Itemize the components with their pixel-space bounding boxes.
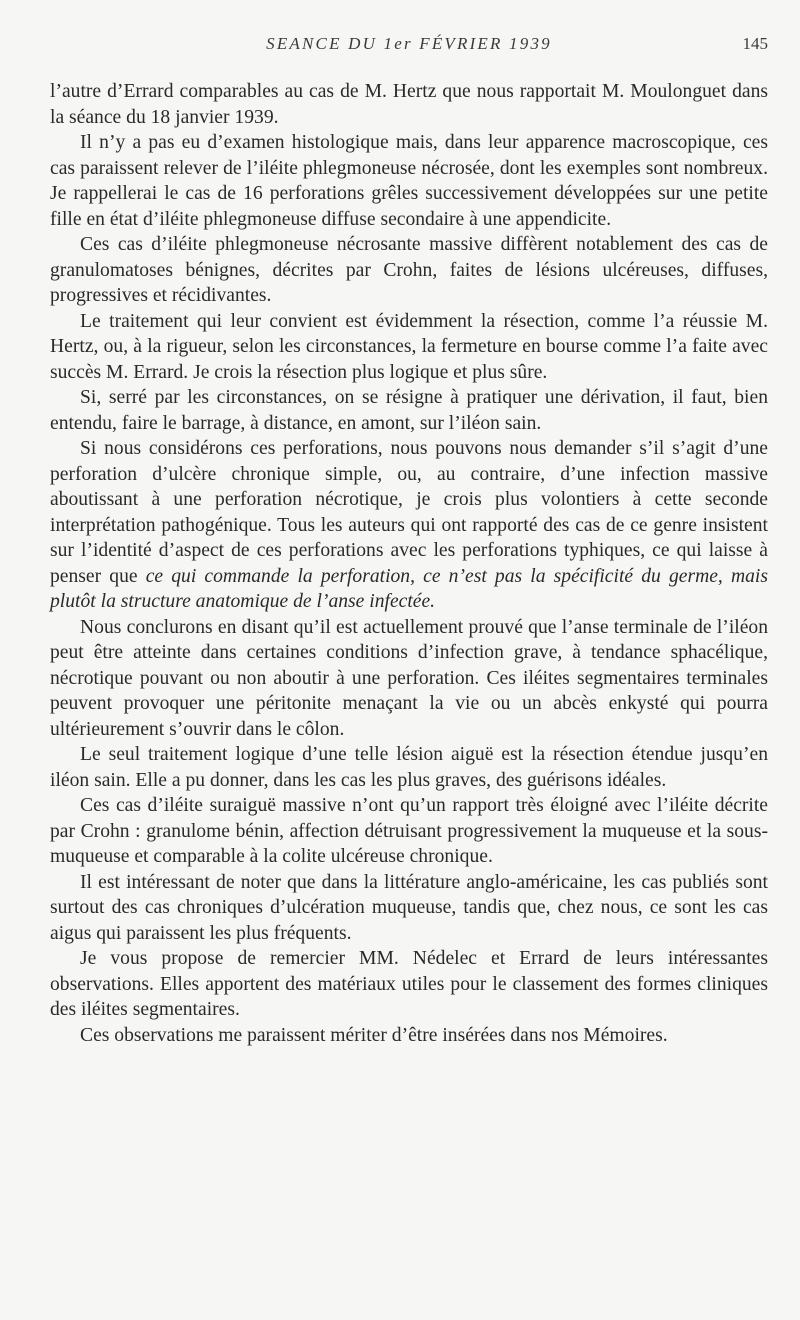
body-text xyxy=(50,79,768,1048)
paragraph-12 xyxy=(50,1023,768,1049)
paragraph-10 xyxy=(50,870,768,947)
paragraph-text: Ces observations me paraissent mériter d’être insérées dans nos Mémoires. xyxy=(80,1024,668,1046)
paragraph-text: Ces cas d’iléite phlegmoneuse nécrosante massive diffèrent notablement des cas de granulomatoses bénignes, décrites par Crohn, faites de lésions ulcéreuses, diffuses, progressives et récidivantes. xyxy=(50,234,768,306)
paragraph-text: Le traitement qui leur convient est évidemment la résection, comme l’a réussie M. Hertz, ou, à la rigueur, selon les circonstances, la fermeture en bourse comme l’a faite avec succès M. Errard. Je crois la résection plus logique et plus sûre. xyxy=(50,310,768,383)
paragraph-italic-text: ce qui commande la perforation, ce n’est pas la spécificité du germe, mais plutôt la structure anatomique de l’anse infectée. xyxy=(50,565,768,612)
paragraph-text: Le seul traitement logique d’une telle lésion aiguë est la résection étendue jusqu’en iléon sain. Elle a pu donner, dans les cas les plus graves, des guérisons idéales. xyxy=(50,744,768,791)
paragraph-5 xyxy=(50,385,768,436)
paragraph-9 xyxy=(50,793,768,870)
paragraph-3 xyxy=(50,232,768,309)
paragraph-text: Ces cas d’iléite suraiguë massive n’ont qu’un rapport très éloigné avec l’iléite décrite par Crohn : granulome bénin, affection détruisant progressivement la muqueuse et la sous-muqueuse et comparable à la colite ulcéreuse chronique. xyxy=(50,795,768,867)
paragraph-text: Il est intéressant de noter que dans la littérature anglo-américaine, les cas publiés sont surtout des cas chroniques d’ulcération muqueuse, tandis que, chez nous, ce sont les cas aigus qui paraissent les plus fréquents. xyxy=(50,871,768,944)
running-title: SEANCE DU 1er FÉVRIER 1939 xyxy=(266,34,552,53)
paragraph-6 xyxy=(50,436,768,615)
paragraph-8 xyxy=(50,742,768,793)
page-number: 145 xyxy=(742,34,768,53)
paragraph-text: Nous conclurons en disant qu’il est actuellement prouvé que l’anse terminale de l’iléon peut être atteinte dans certaines conditions d’infection grave, à tendance sphacélique, nécrotique pouvant ou non aboutir à une perforation. Ces iléites segmentaires terminales peuvent provoquer une péritonite menaçant la vie ou un abcès enkysté qui pourra ultérieurement s’ouvrir dans le côlon. xyxy=(50,616,768,740)
paragraph-11 xyxy=(50,946,768,1023)
page-header xyxy=(50,34,768,58)
paragraph-text: Si, serré par les circonstances, on se résigne à pratiquer une dérivation, il faut, bien entendu, faire le barrage, à distance, en amont, sur l’iléon sain. xyxy=(50,387,768,434)
paragraph-1 xyxy=(50,79,768,130)
paragraph-text: l’autre d’Errard comparables au cas de M. Hertz que nous rapportait M. Moulonguet dans la séance du 18 janvier 1939. xyxy=(50,81,768,128)
paragraph-text: Si nous considérons ces perforations, nous pouvons nous demander s’il s’agit d’une perforation d’ulcère chronique simple, ou, au contraire, d’une infection massive aboutissant à une perforation nécrotique, je crois plus volontiers à cette seconde interprétation pathogénique. Tous les auteurs qui ont rapporté des cas de ce genre insistent sur l’identité d’aspect de ces perforations avec les perforations typhiques, ce qui laisse à penser que xyxy=(50,438,768,587)
paragraph-text: Il n’y a pas eu d’examen histologique mais, dans leur apparence macroscopique, ces cas paraissent relever de l’iléite phlegmoneuse nécrosée, dont les exemples sont nombreux. Je rappellerai le cas de 16 perforations grêles successivement développées sur une petite fille en état d’iléite phlegmoneuse diffuse secondaire à une appendicite. xyxy=(50,132,768,230)
paragraph-2 xyxy=(50,130,768,232)
paragraph-text: Je vous propose de remercier MM. Nédelec et Errard de leurs intéressantes observations. Elles apportent des matériaux utiles pour le classement des formes cliniques des iléites segmentaires. xyxy=(50,948,768,1020)
paragraph-4 xyxy=(50,309,768,386)
paragraph-7 xyxy=(50,615,768,743)
